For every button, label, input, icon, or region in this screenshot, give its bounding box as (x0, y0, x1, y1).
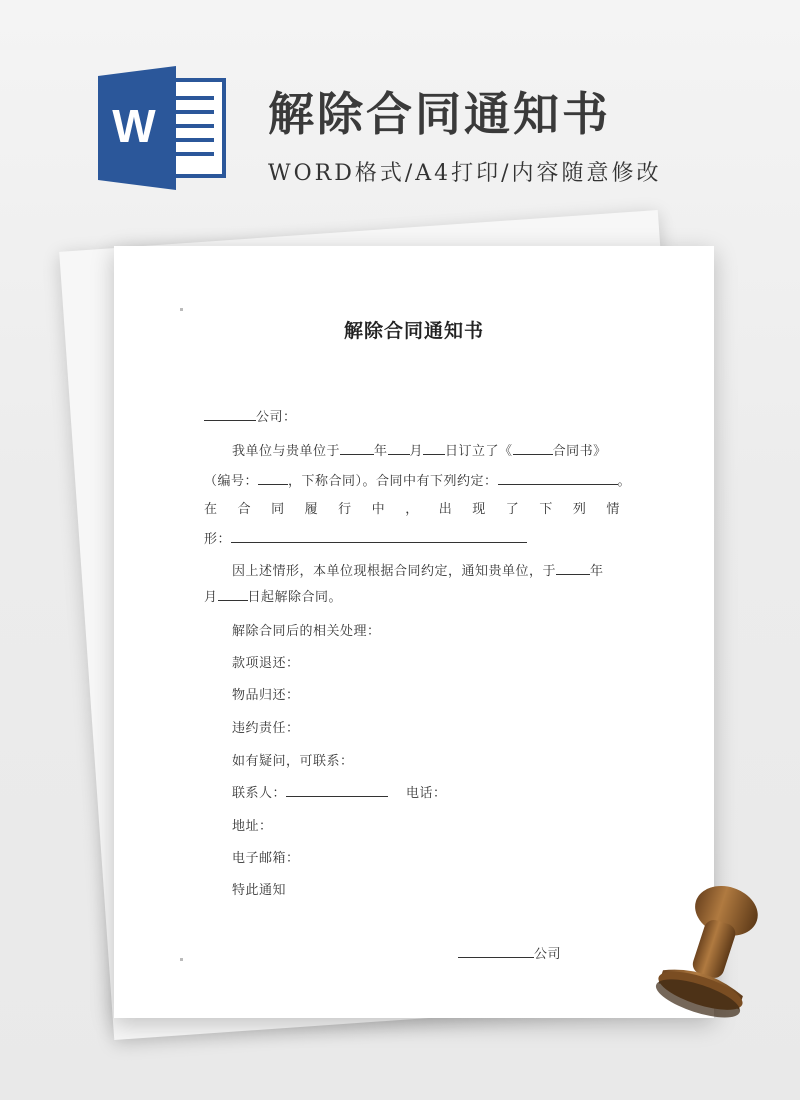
blank-field[interactable] (286, 784, 388, 797)
address-line: 地址： (232, 819, 273, 834)
addressee-line: 公司： (204, 406, 297, 425)
paragraph-2-line-1: 因上述情形，本单位现根据合同约定，通知贵单位，于 年 (232, 564, 604, 579)
email-line: 电子邮箱： (232, 851, 300, 866)
paragraph-2-line-2: 月 日起解除合同。 (204, 590, 343, 605)
header-subtitle: WORD格式/A4打印/内容随意修改 (268, 161, 662, 186)
blank-field[interactable] (258, 472, 288, 485)
header-title: 解除合同通知书 (268, 87, 611, 141)
contact-person-line: 联系人： 电话： (232, 786, 447, 801)
blank-field[interactable] (340, 442, 374, 455)
word-logo-letter: W (112, 100, 156, 152)
paragraph-1-line-2: （编号： ，下称合同）。合同中有下列约定： 。 (204, 474, 632, 489)
blank-field[interactable] (388, 442, 410, 455)
document-page (114, 246, 714, 1018)
contact-intro: 如有疑问，可联系： (232, 754, 354, 769)
blank-field[interactable] (556, 562, 590, 575)
blank-field[interactable] (423, 442, 445, 455)
liability-line: 违约责任： (232, 721, 300, 736)
notice-line: 特此通知 (232, 883, 287, 898)
refund-line: 款项退还： (232, 656, 300, 671)
corner-mark (180, 958, 183, 961)
wooden-stamp-icon (650, 880, 770, 1030)
blank-field[interactable] (458, 945, 534, 958)
document-title: 解除合同通知书 (343, 320, 484, 342)
paragraph-1-line-4: 形： (204, 528, 527, 547)
blank-field[interactable] (498, 472, 618, 485)
blank-field[interactable] (204, 408, 256, 421)
goods-line: 物品归还： (232, 688, 300, 703)
paragraph-1-line-3: 在 合 同 履 行 中 ， 出 现 了 下 列 情 (204, 502, 620, 517)
blank-field[interactable] (218, 588, 248, 601)
blank-field[interactable] (513, 442, 553, 455)
word-logo-icon (98, 66, 226, 190)
signature-line: 公司 (458, 943, 561, 962)
paragraph-1-line-1: 我单位与贵单位于 年 月 日订立了《 合同书》 (232, 444, 607, 459)
corner-mark (180, 308, 183, 311)
handling-heading: 解除合同后的相关处理： (232, 624, 381, 639)
blank-field[interactable] (231, 530, 527, 543)
